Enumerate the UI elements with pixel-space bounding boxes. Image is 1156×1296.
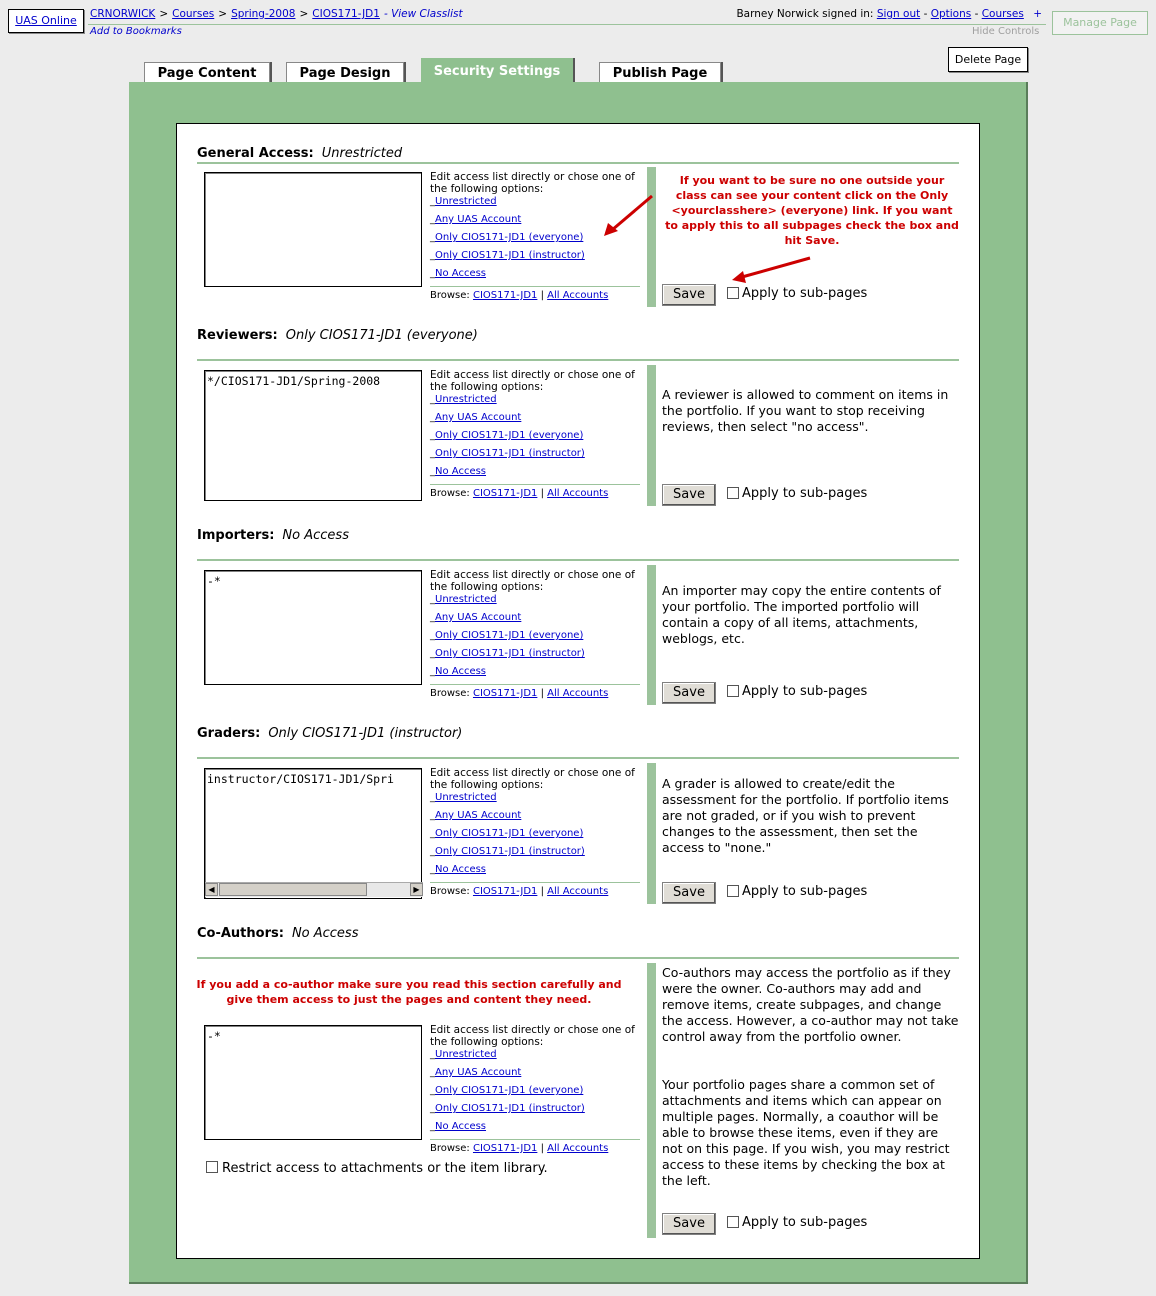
apply-subpages-checkbox[interactable] <box>727 885 739 897</box>
annotation-arrow-icon <box>728 253 814 285</box>
option-unrestricted[interactable]: Unrestricted <box>435 1049 497 1060</box>
coauthors-description: Co-authors may access the portfolio as if they were the owner. Co-authors may add and remove items, create subpages, and change the access. However, a co-author may not take control away from the portfolio owner. <box>662 965 959 1044</box>
plus-icon[interactable]: + <box>1033 8 1042 20</box>
coauthors-description-2: Your portfolio pages share a common set of attachments and items which can appear on multiple pages. Normally, a coauthor will be able to browse these items, even if they are not on this page. If you wish, you may restrict access to these items by checking the box at the left. <box>662 1077 950 1188</box>
browse-row <box>430 882 640 897</box>
breadcrumb-separator: > <box>299 8 309 20</box>
scroll-right-icon[interactable]: ▶ <box>410 883 423 896</box>
importers-list[interactable]: -* <box>204 570 422 685</box>
edit-intro: Edit access list directly or chose one of the following options: <box>430 767 635 791</box>
restrict-attachments-label: Restrict access to attachments or the item library. <box>222 1161 548 1176</box>
option-any-uas-account[interactable]: Any UAS Account <box>435 1067 522 1078</box>
breadcrumb-user[interactable]: CRNORWICK <box>90 8 156 20</box>
apply-subpages-label: Apply to sub-pages <box>742 286 868 301</box>
tab-page-design[interactable]: Page Design <box>286 62 404 83</box>
option-only-instructor[interactable]: Only CIOS171-JD1 (instructor) <box>435 1103 585 1114</box>
graders-options <box>430 767 642 876</box>
browse-row <box>430 484 640 499</box>
option-only-instructor[interactable]: Only CIOS171-JD1 (instructor) <box>435 648 585 659</box>
graders-list-text: instructor/CIOS171-JD1/Spri <box>207 772 394 786</box>
option-row <box>430 666 642 678</box>
apply-subpages-label: Apply to sub-pages <box>742 684 868 699</box>
general-access-note: If you want to be sure no one outside your class can see your content click on the Only <yourclasshere> (everyone) link. If you want to apply this to all subpages check the box and hit Save. <box>665 174 959 247</box>
breadcrumb-term[interactable]: Spring-2008 <box>231 8 296 20</box>
apply-subpages-checkbox[interactable] <box>727 685 739 697</box>
option-row <box>430 430 642 442</box>
tab-security-settings[interactable]: Security Settings <box>421 58 573 85</box>
browse-label: Browse: <box>430 290 470 301</box>
coauthors-note: If you add a co-author make sure you read this section carefully and give them access to just the pages and content they need. <box>196 978 622 1006</box>
option-row <box>430 648 642 660</box>
option-no-access[interactable]: No Access <box>435 1121 487 1132</box>
option-only-instructor[interactable]: Only CIOS171-JD1 (instructor) <box>435 250 585 261</box>
option-row <box>430 630 642 642</box>
delete-page-button[interactable]: Delete Page <box>948 47 1028 72</box>
courses-link[interactable]: Courses <box>981 8 1024 20</box>
browse-course-link[interactable]: CIOS171-JD1 <box>472 290 538 301</box>
options-link[interactable]: Options <box>930 8 972 20</box>
option-only-everyone[interactable]: Only CIOS171-JD1 (everyone) <box>435 430 584 441</box>
signed-in-text: Barney Norwick signed in: <box>736 8 874 20</box>
scroll-left-icon[interactable]: ◀ <box>205 883 218 896</box>
option-row <box>430 1049 642 1061</box>
coauthors-options <box>430 1024 642 1133</box>
option-only-instructor[interactable]: Only CIOS171-JD1 (instructor) <box>435 846 585 857</box>
graders-list[interactable] <box>204 768 422 899</box>
option-row <box>430 846 642 858</box>
apply-subpages-checkbox[interactable] <box>727 287 739 299</box>
browse-course-link[interactable]: CIOS171-JD1 <box>472 886 538 897</box>
uas-online-link[interactable]: UAS Online <box>15 14 77 27</box>
browse-course-link[interactable]: CIOS171-JD1 <box>472 688 538 699</box>
general-access-value: Unrestricted <box>321 146 403 161</box>
save-button[interactable]: Save <box>662 284 716 306</box>
option-row <box>430 612 642 624</box>
section-title: General Access: <box>197 146 314 161</box>
browse-all-link[interactable]: All Accounts <box>547 886 609 897</box>
option-any-uas-account[interactable]: Any UAS Account <box>435 810 522 821</box>
browse-row <box>430 286 640 301</box>
save-button[interactable]: Save <box>662 484 716 506</box>
apply-subpages-label: Apply to sub-pages <box>742 884 868 899</box>
importers-value: No Access <box>282 528 349 543</box>
option-row <box>430 864 642 876</box>
option-row <box>430 1103 642 1115</box>
option-only-everyone[interactable]: Only CIOS171-JD1 (everyone) <box>435 630 584 641</box>
separator: | <box>540 290 544 301</box>
option-no-access[interactable]: No Access <box>435 666 487 677</box>
restrict-attachments-checkbox[interactable] <box>206 1161 218 1173</box>
browse-row <box>430 1139 640 1154</box>
option-unrestricted[interactable]: Unrestricted <box>435 594 497 605</box>
option-no-access[interactable]: No Access <box>435 466 487 477</box>
apply-subpages-checkbox[interactable] <box>727 1216 739 1228</box>
option-row <box>430 268 642 280</box>
browse-all-link[interactable]: All Accounts <box>547 1143 609 1154</box>
save-button[interactable]: Save <box>662 1213 716 1235</box>
option-only-everyone[interactable]: Only CIOS171-JD1 (everyone) <box>435 828 584 839</box>
option-unrestricted[interactable]: Unrestricted <box>435 792 497 803</box>
importers-heading <box>197 528 349 543</box>
reviewers-value: Only CIOS171-JD1 (everyone) <box>285 328 478 343</box>
browse-label: Browse: <box>430 886 470 897</box>
option-row <box>430 466 642 478</box>
option-only-instructor[interactable]: Only CIOS171-JD1 (instructor) <box>435 448 585 459</box>
browse-all-link[interactable]: All Accounts <box>547 290 609 301</box>
option-any-uas-account[interactable]: Any UAS Account <box>435 612 522 623</box>
browse-label: Browse: <box>430 1143 470 1154</box>
option-row <box>430 1085 642 1097</box>
general-access-list[interactable] <box>204 172 422 287</box>
breadcrumb-separator: > <box>218 8 228 20</box>
reviewers-options <box>430 369 642 478</box>
manage-page-button[interactable]: Manage Page <box>1052 11 1148 35</box>
annotation-arrow-icon <box>598 190 658 240</box>
top-divider <box>88 24 1046 25</box>
edit-intro: Edit access list directly or chose one of the following options: <box>430 171 635 195</box>
section-title: Graders: <box>197 726 261 741</box>
option-row <box>430 594 642 606</box>
breadcrumb <box>90 8 463 20</box>
option-any-uas-account[interactable]: Any UAS Account <box>435 214 522 225</box>
breadcrumb-courses[interactable]: Courses <box>172 8 215 20</box>
option-row <box>430 448 642 460</box>
tab-page-content[interactable]: Page Content <box>144 62 270 83</box>
section-vbar <box>647 763 656 904</box>
option-no-access[interactable]: No Access <box>435 864 487 875</box>
option-row <box>430 412 642 424</box>
graders-list-hscroll[interactable] <box>205 882 423 897</box>
section-vbar <box>647 365 656 506</box>
section-title: Co-Authors: <box>197 926 284 941</box>
option-only-everyone[interactable]: Only CIOS171-JD1 (everyone) <box>435 232 584 243</box>
browse-label: Browse: <box>430 488 470 499</box>
graders-value: Only CIOS171-JD1 (instructor) <box>268 726 463 741</box>
browse-course-link[interactable]: CIOS171-JD1 <box>472 488 538 499</box>
option-row <box>430 1121 642 1133</box>
add-to-bookmarks-link[interactable]: Add to Bookmarks <box>90 26 182 37</box>
apply-subpages-label: Apply to sub-pages <box>742 1215 868 1230</box>
account-bar: Barney Norwick signed in: Sign out - Options - Courses + <box>736 8 1042 20</box>
browse-label: Browse: <box>430 688 470 699</box>
save-button[interactable]: Save <box>662 682 716 704</box>
option-unrestricted[interactable]: Unrestricted <box>435 196 497 207</box>
option-row <box>430 250 642 262</box>
browse-course-link[interactable]: CIOS171-JD1 <box>472 1143 538 1154</box>
sign-out-link[interactable]: Sign out <box>876 8 921 20</box>
section-title: Importers: <box>197 528 275 543</box>
section-vbar <box>647 565 656 705</box>
coauthors-list[interactable]: -* <box>204 1025 422 1140</box>
browse-all-link[interactable]: All Accounts <box>547 688 609 699</box>
separator: | <box>540 688 544 699</box>
option-row <box>430 1067 642 1079</box>
option-only-everyone[interactable]: Only CIOS171-JD1 (everyone) <box>435 1085 584 1096</box>
uas-online-home-button[interactable] <box>8 9 84 33</box>
edit-intro: Edit access list directly or chose one of the following options: <box>430 569 635 593</box>
browse-row <box>430 684 640 699</box>
option-any-uas-account[interactable]: Any UAS Account <box>435 412 522 423</box>
separator: | <box>540 1143 544 1154</box>
graders-heading <box>197 726 462 741</box>
option-no-access[interactable]: No Access <box>435 268 487 279</box>
reviewers-description: A reviewer is allowed to comment on items in the portfolio. If you want to stop receiving reviews, then select "no access". <box>662 387 949 434</box>
reviewers-heading <box>197 328 478 343</box>
tab-publish-page[interactable]: Publish Page <box>599 62 721 83</box>
breadcrumb-separator: > <box>159 8 169 20</box>
option-row <box>430 792 642 804</box>
option-row <box>430 394 642 406</box>
section-rule <box>197 559 959 561</box>
general-access-heading <box>197 146 402 161</box>
reviewers-list[interactable]: */CIOS171-JD1/Spring-2008 <box>204 370 422 501</box>
separator: | <box>540 488 544 499</box>
view-classlist-link[interactable]: - View Classlist <box>383 8 463 20</box>
section-rule <box>197 957 959 959</box>
coauthors-heading <box>197 926 358 941</box>
option-row <box>430 810 642 822</box>
apply-subpages-label: Apply to sub-pages <box>742 486 868 501</box>
edit-intro: Edit access list directly or chose one of the following options: <box>430 1024 635 1048</box>
edit-intro: Edit access list directly or chose one of the following options: <box>430 369 635 393</box>
option-unrestricted[interactable]: Unrestricted <box>435 394 497 405</box>
section-title: Reviewers: <box>197 328 278 343</box>
graders-description: A grader is allowed to create/edit the assessment for the portfolio. If portfolio items are not graded, or if you wish to prevent changes to the assessment, then set the access to "none." <box>662 776 949 855</box>
importers-options <box>430 569 642 678</box>
section-rule <box>197 359 959 361</box>
importers-description: An importer may copy the entire contents of your portfolio. The imported portfolio will contain a copy of all items, attachments, weblogs, etc. <box>662 583 941 646</box>
section-rule <box>197 162 959 164</box>
separator: | <box>540 886 544 897</box>
apply-subpages-checkbox[interactable] <box>727 487 739 499</box>
section-vbar <box>647 963 656 1238</box>
option-row <box>430 828 642 840</box>
save-button[interactable]: Save <box>662 882 716 904</box>
scroll-thumb[interactable] <box>219 883 367 896</box>
browse-all-link[interactable]: All Accounts <box>547 488 609 499</box>
section-rule <box>197 757 959 759</box>
hide-controls-link[interactable]: Hide Controls <box>972 26 1040 37</box>
coauthors-value: No Access <box>291 926 359 941</box>
breadcrumb-course[interactable]: CIOS171-JD1 <box>312 8 380 20</box>
